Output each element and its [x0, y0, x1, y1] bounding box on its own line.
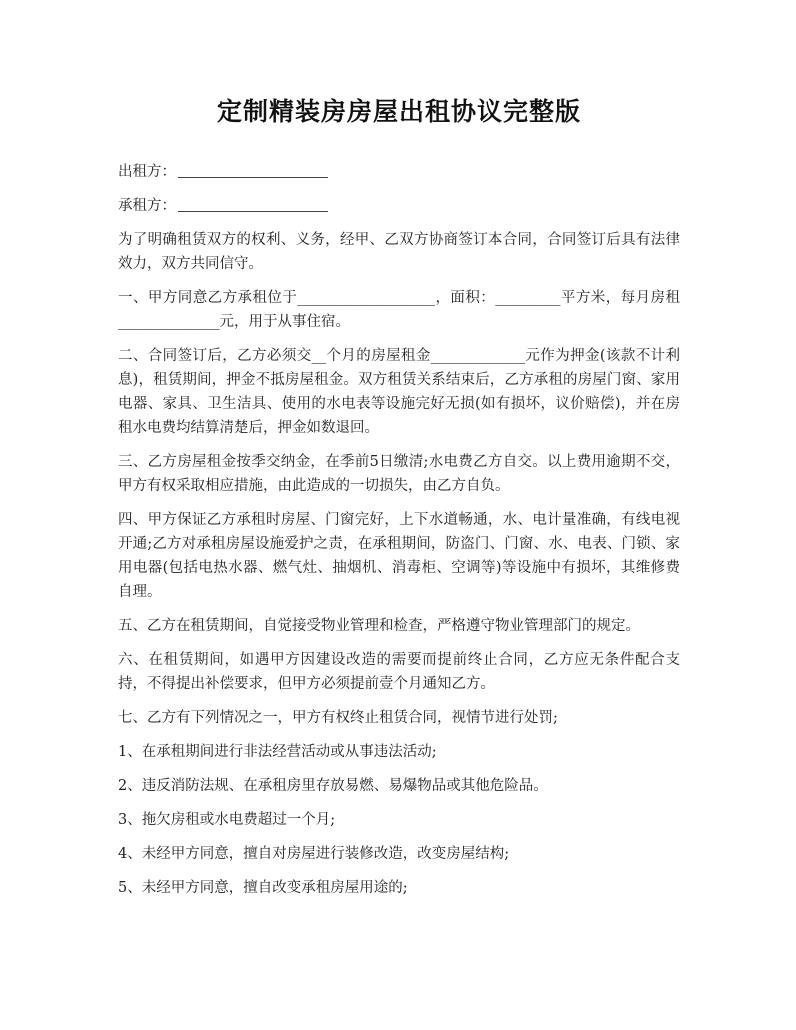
list-item-3: 3、拖欠房租或水电费超过一个月; — [118, 812, 336, 828]
paragraph-clause-2: 二、合同签订后，乙方必须交__个月的房屋租金_____________元作为押金(该款不计利息)，租赁期间，押金不抵房屋租金。双方租赁关系结束后，乙方承租的房屋门窗、家用电器、家具、卫生洁具、使用的水电表等设施完好无损(如有损坏，议价赔偿)，并在房租水电费均结算清楚后，押金如数退回。 — [118, 348, 680, 436]
lessee-blank-line — [178, 195, 328, 212]
list-item-4: 4、未经甲方同意，擅自对房屋进行装修改造，改变房屋结构; — [118, 846, 510, 862]
paragraph-clause-1: 一、甲方同意乙方承租位于___________________，面积：_________平方米，每月房租______________元，用于从事住宿。 — [118, 290, 680, 330]
lessor-label: 出租方： — [118, 164, 176, 180]
list-item-2: 2、违反消防法规、在承租房里存放易燃、易爆物品或其他危险品。 — [118, 778, 548, 794]
document-page — [118, 92, 680, 910]
paragraph-clause-7: 七、乙方有下列情况之一，甲方有权终止租赁合同，视情节进行处罚; — [118, 710, 558, 726]
paragraph-intro: 为了明确租赁双方的权利、义务，经甲、乙双方协商签订本合同，合同签订后具有法律效力，双方共同信守。 — [118, 232, 680, 272]
paragraph-clause-5: 五、乙方在租赁期间，自觉接受物业管理和检查，严格遵守物业管理部门的规定。 — [118, 618, 640, 634]
document-title: 定制精装房房屋出租协议完整版 — [216, 97, 581, 126]
lessee-label: 承租方： — [118, 198, 176, 214]
lessee-field — [118, 194, 680, 218]
list-item-1: 1、在承租期间进行非法经营活动或从事违法活动; — [118, 744, 437, 760]
paragraph-clause-6: 六、在租赁期间，如遇甲方因建设改造的需要而提前终止合同，乙方应无条件配合支持，不得提出补偿要求，但甲方必须提前壹个月通知乙方。 — [118, 652, 680, 692]
lessor-blank-line — [178, 161, 328, 178]
list-item-5: 5、未经甲方同意，擅自改变承租房屋用途的; — [118, 880, 408, 896]
paragraph-clause-3: 三、乙方房屋租金按季交纳金，在季前5日缴清;水电费乙方自交。以上费用逾期不交，甲方有权采取相应措施，由此造成的一切损失，由乙方自负。 — [118, 454, 680, 494]
lessor-field — [118, 160, 680, 184]
paragraph-clause-4: 四、甲方保证乙方承租时房屋、门窗完好，上下水道畅通，水、电计量准确，有线电视开通;乙方对承租房屋设施爱护之责，在承租期间，防盗门、门窗、水、电表、门锁、家用电器(包括电热水器、燃气灶、抽烟机、消毒柜、空调等)等设施中有损坏，其维修费自理。 — [118, 512, 680, 600]
